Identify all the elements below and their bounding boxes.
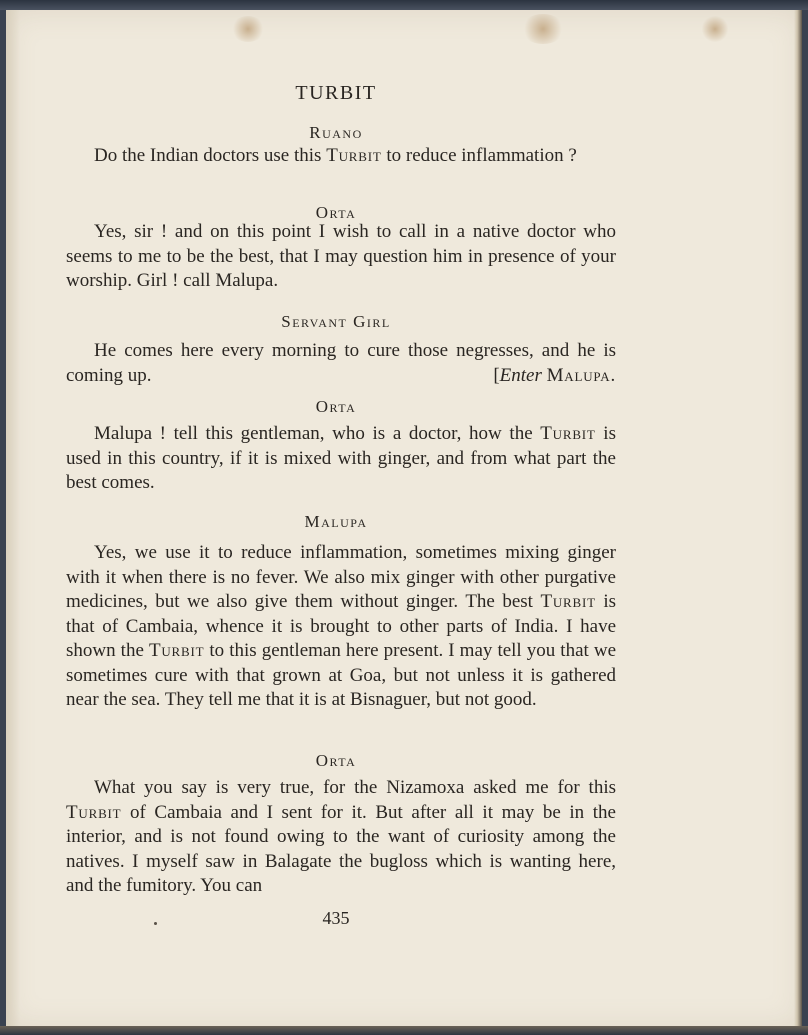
foxing-spot xyxy=(701,16,729,42)
running-head: TURBIT xyxy=(295,82,377,104)
dialogue-text: Do the Indian doctors use this xyxy=(94,145,327,166)
speaker-heading: Servant Girl xyxy=(281,312,391,331)
dialogue-text: What you say is very true, for the Nizamoxa asked me for this xyxy=(94,777,616,798)
dialogue-paragraph xyxy=(66,339,616,388)
speaker-heading: Ruano xyxy=(309,123,363,142)
dialogue-paragraph xyxy=(66,422,616,496)
page-right-edge xyxy=(794,10,802,1028)
dialogue-paragraph: Yes, sir ! and on this point I wish to call in a native doctor who seems to me to be the best, that I may question him in presence of your worship. Girl ! call Malupa. xyxy=(66,221,616,291)
scan-top-edge xyxy=(0,0,808,10)
foxing-spot xyxy=(231,16,265,42)
scan-bottom-edge xyxy=(0,1026,808,1035)
dialogue-text: Malupa ! tell this gentleman, who is a doctor, how the xyxy=(94,423,541,444)
page-number: 435 xyxy=(322,908,350,928)
book-page xyxy=(6,10,802,1028)
term-turbit: Turbit xyxy=(326,145,382,166)
term-turbit: Turbit xyxy=(148,640,205,661)
stage-direction xyxy=(465,364,616,389)
term-turbit: Turbit xyxy=(540,591,596,612)
dialogue-text: of Cambaia and I sent for it. But after all it may be in the interior, and is not found owing to the want of curiosity among the natives. I myself saw in Balagate the bugloss which is wanting here, and the fumitory. You can xyxy=(66,801,616,896)
dialogue-paragraph xyxy=(66,144,616,169)
dialogue-text: is that of Cambaia, whence it is brought to other parts of India. I have shown the xyxy=(66,591,616,661)
speaker-heading: Orta xyxy=(315,397,357,416)
speaker-heading: Orta xyxy=(315,203,357,222)
stage-enter: Enter xyxy=(499,364,542,386)
dialogue-paragraph xyxy=(66,541,616,713)
ink-speck xyxy=(154,922,157,925)
foxing-spot xyxy=(521,14,565,44)
term-turbit: Turbit xyxy=(66,801,122,823)
dialogue-text: Yes, we use it to reduce inflammation, sometimes mixing ginger with it when there is no fever. We also mix ginger with other purgative medicines, but we also give them without ginger. The best xyxy=(66,542,616,612)
term-turbit: Turbit xyxy=(540,423,596,444)
dialogue-text: He comes here every morning to cure those negresses, and he is coming up. xyxy=(66,340,616,386)
stage-character: Malupa. xyxy=(546,364,616,386)
stage-bracket: [ xyxy=(493,364,500,386)
speaker-heading: Orta xyxy=(315,751,357,770)
speaker-heading: Malupa xyxy=(304,512,368,531)
dialogue-text: to this gentleman here present. I may tell you that we sometimes cure with that grown at Goa, but not unless it is gathered near the sea. They tell me that it is at Bisnaguer, but not good. xyxy=(66,640,617,710)
dialogue-text: to reduce inflammation ? xyxy=(381,145,577,166)
dialogue-text: is used in this country, if it is mixed with ginger, and from what part the best comes. xyxy=(66,423,616,493)
dialogue-paragraph xyxy=(66,776,616,899)
